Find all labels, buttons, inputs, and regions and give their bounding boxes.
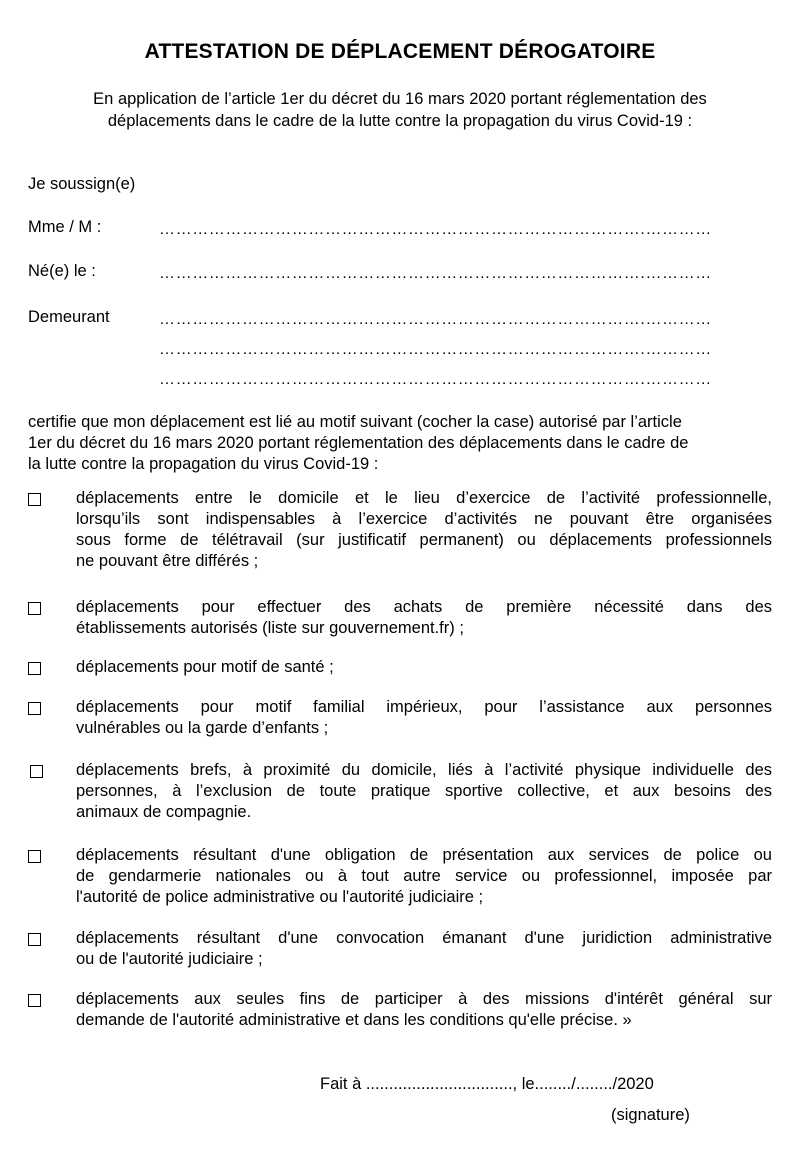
reason-line: sous forme de télétravail (sur justificatif permanent) ou déplacements professionnels	[76, 531, 772, 549]
reason-line: l'autorité de police administrative ou l'autorité judiciaire ;	[76, 888, 484, 906]
reason-line: personnes, à l’exclusion de toute pratique sportive collective, et aux besoins des	[76, 782, 772, 800]
signature-label: (signature)	[611, 1106, 690, 1124]
certify-line: certifie que mon déplacement est lié au motif suivant (cocher la case) autorisé par l’article	[28, 413, 682, 431]
reason-checkbox[interactable]	[28, 662, 41, 675]
reason-text	[76, 989, 772, 1031]
reason-line: ou de l'autorité judiciaire ;	[76, 950, 263, 968]
certify-line: 1er du décret du 16 mars 2020 portant réglementation des déplacements dans le cadre de	[28, 434, 689, 452]
reason-text	[76, 845, 772, 908]
reason-line: déplacements pour motif de santé ;	[76, 658, 334, 676]
reason-text	[76, 760, 772, 823]
intro-paragraph	[50, 88, 750, 132]
intro-line: déplacements dans le cadre de la lutte contre la propagation du virus Covid-19 :	[107, 112, 693, 130]
reason-line: lorsqu’ils sont indispensables à l’exercice d’activités ne pouvant être organisées	[76, 510, 772, 528]
reason-line: de gendarmerie nationales ou à tout autre service ou professionnel, imposée par	[76, 867, 772, 885]
reason-checkbox[interactable]	[28, 493, 41, 506]
reason-line: déplacements entre le domicile et le lieu d’exercice de l’activité professionnelle,	[76, 489, 772, 507]
address-field-line-2[interactable]: …………………………………………………………………………….…………	[159, 341, 712, 358]
certify-paragraph	[28, 412, 772, 475]
reason-line: établissements autorisés (liste sur gouvernement.fr) ;	[76, 619, 464, 637]
name-label: Mme / M :	[28, 218, 102, 236]
name-field[interactable]: …………………………………………………………………………….…………	[159, 221, 712, 238]
reason-line: demande de l'autorité administrative et dans les conditions qu'elle précise. »	[76, 1011, 632, 1029]
reason-line: ne pouvant être différés ;	[76, 552, 259, 570]
birth-date-label: Né(e) le :	[28, 262, 96, 280]
reason-checkbox[interactable]	[28, 994, 41, 1007]
reason-text	[76, 697, 772, 739]
reason-text	[76, 657, 772, 678]
reason-line: déplacements aux seules fins de participer à des missions d'intérêt général sur	[76, 990, 772, 1008]
address-field-line-3[interactable]: …………………………………………………………………………….…………	[159, 371, 712, 388]
reason-line: déplacements pour effectuer des achats de première nécessité dans des	[76, 598, 772, 616]
reason-line: déplacements résultant d'une obligation de présentation aux services de police ou	[76, 846, 772, 864]
address-field-line-1[interactable]: …………………………………………………………………………….…………	[159, 311, 712, 328]
reason-text	[76, 488, 772, 572]
undersigned-label: Je soussign(e)	[28, 175, 136, 193]
reason-checkbox[interactable]	[28, 602, 41, 615]
reason-line: animaux de compagnie.	[76, 803, 252, 821]
reason-text	[76, 928, 772, 970]
reason-checkbox[interactable]	[30, 765, 43, 778]
reason-checkbox[interactable]	[28, 850, 41, 863]
address-label: Demeurant	[28, 308, 110, 326]
birth-date-field[interactable]: …………………………………………………………………………….…………	[159, 265, 712, 282]
document-title: ATTESTATION DE DÉPLACEMENT DÉROGATOIRE	[144, 40, 656, 63]
reason-line: déplacements résultant d'une convocation émanant d'une juridiction administrative	[76, 929, 772, 947]
reason-checkbox[interactable]	[28, 702, 41, 715]
reason-line: vulnérables ou la garde d’enfants ;	[76, 719, 329, 737]
reason-line: déplacements pour motif familial impérieux, pour l’assistance aux personnes	[76, 698, 772, 716]
intro-line: En application de l’article 1er du décret du 16 mars 2020 portant réglementation des	[93, 90, 707, 108]
reason-text	[76, 597, 772, 639]
reason-line: déplacements brefs, à proximité du domicile, liés à l’activité physique individuelle des	[76, 761, 772, 779]
reason-checkbox[interactable]	[28, 933, 41, 946]
certify-line: la lutte contre la propagation du virus Covid-19 :	[28, 455, 379, 473]
place-date-line[interactable]: Fait à ................................, le......../......../2020	[320, 1075, 654, 1093]
